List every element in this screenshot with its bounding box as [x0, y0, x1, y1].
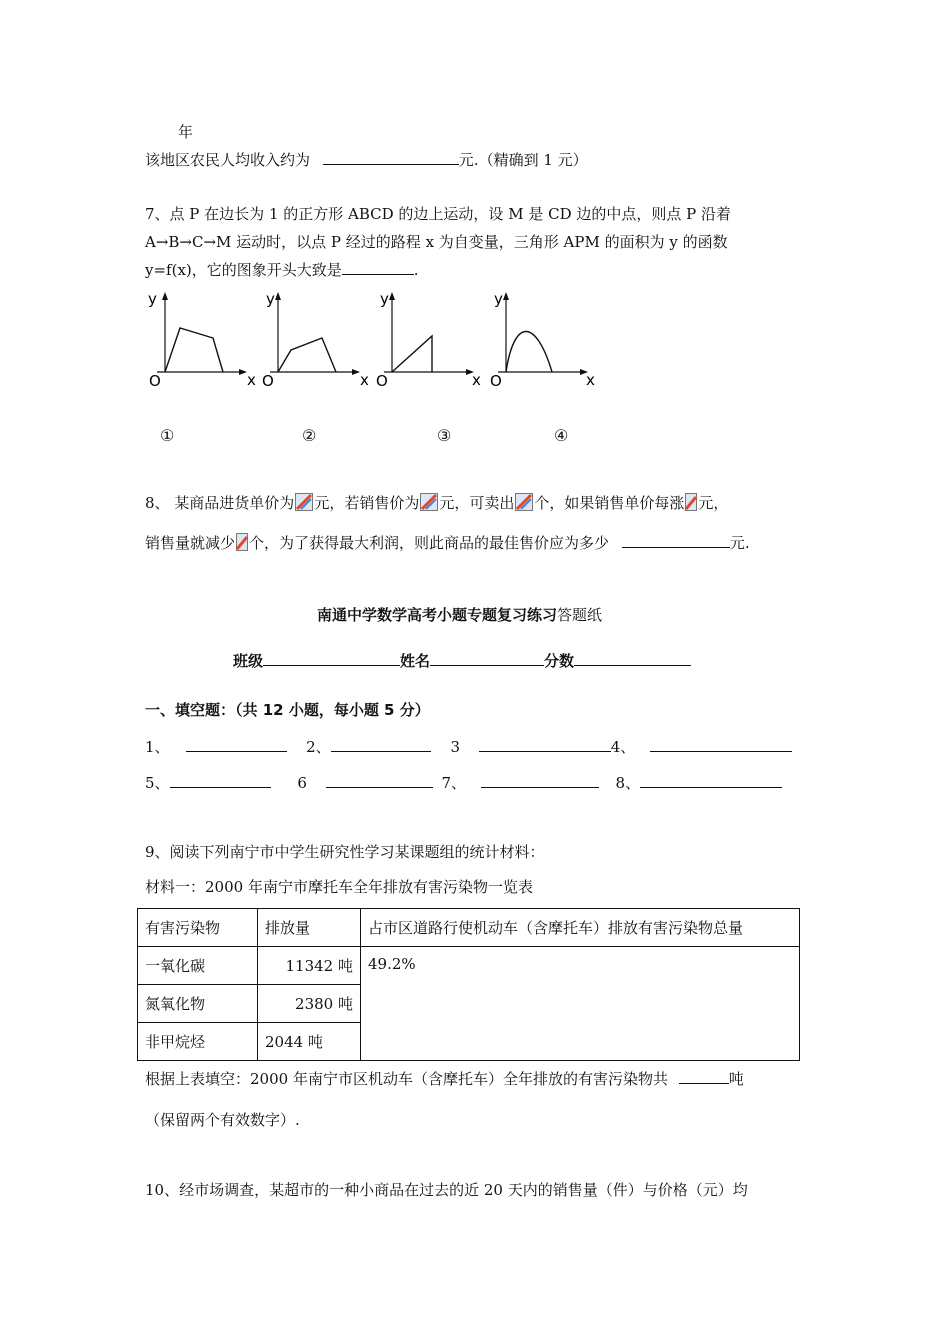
graph-3-curve — [392, 336, 432, 372]
answer-row-1 — [145, 737, 792, 757]
graph-4-x-label: x — [586, 371, 595, 388]
q9-answer-blank[interactable] — [679, 1069, 729, 1084]
q8-line2 — [145, 533, 750, 553]
q9-after2: （保留两个有效数字）. — [145, 1111, 300, 1129]
graph-1-curve — [165, 328, 223, 372]
answer-num: 8、 — [615, 774, 641, 792]
q8-text-4: 个，如果销售单价每涨 — [534, 494, 685, 512]
answer-num: 5、 — [145, 774, 170, 792]
q6-line2 — [145, 150, 588, 170]
graph-3-y-arrow — [389, 292, 395, 300]
class-field[interactable] — [263, 651, 400, 666]
q7-answer-blank[interactable] — [342, 260, 414, 275]
answer-blank-7[interactable] — [481, 773, 599, 788]
table-cell: 11342 吨 — [258, 947, 361, 985]
q6-line2-text: 该地区农民人均收入约为 — [145, 151, 311, 169]
graph-3-x-label: x — [472, 371, 481, 388]
q8-text-1: 8、 某商品进货单价为 — [145, 494, 295, 512]
graph-1-y-arrow — [162, 292, 168, 300]
answer-num: 4、 — [610, 738, 636, 756]
q8-line1 — [145, 493, 728, 513]
table-header-cell: 排放量 — [258, 909, 361, 947]
q8-text-3: 元，可卖出 — [439, 494, 515, 512]
q7-line2: A→B→C→M 运动时，以点 P 经过的路程 x 为自变量，三角形 APM 的面积为 y 的函数 — [145, 233, 728, 251]
name-field[interactable] — [430, 651, 544, 666]
class-label: 班级 — [233, 652, 264, 670]
q8-text-6: 销售量就减少 — [145, 534, 236, 552]
answer-blank-5[interactable] — [170, 773, 271, 788]
q8-answer-blank[interactable] — [622, 533, 730, 548]
answer-blank-3[interactable] — [479, 737, 611, 752]
q9-after1 — [145, 1069, 744, 1089]
graph-1-y-label: y — [148, 290, 157, 308]
section-heading: 一、填空题：（共 12 小题，每小题 5 分） — [145, 701, 430, 719]
graph-label-2: ② — [302, 426, 317, 445]
graph-4-y-arrow — [503, 292, 509, 300]
table-cell: 2044 吨 — [258, 1023, 361, 1061]
table-row — [138, 947, 800, 985]
answer-blank-2[interactable] — [331, 737, 431, 752]
broken-image-icon — [420, 493, 438, 511]
answer-num: 7、 — [441, 774, 466, 792]
graph-1-origin: O — [149, 372, 161, 388]
graph-4-y-label: y — [494, 290, 503, 308]
graph-2-origin: O — [262, 372, 274, 388]
broken-image-icon — [295, 493, 313, 511]
answer-num: 6 — [297, 774, 307, 792]
student-info-row — [233, 651, 691, 671]
q7-line1: 7、点 P 在边长为 1 的正方形 ABCD 的边上运动，设 M 是 CD 边的中点，则点 P 沿着 — [145, 205, 731, 223]
table-cell: 49.2% — [361, 947, 800, 1061]
q8-text-2: 元，若销售价为 — [314, 494, 420, 512]
q6-line1: 年 — [178, 123, 194, 141]
graph-2 — [258, 288, 373, 388]
answer-num: 1、 — [145, 738, 170, 756]
answer-blank-6[interactable] — [326, 773, 433, 788]
q7-line3-end: . — [413, 261, 419, 279]
q8-text-8: 元. — [729, 534, 750, 552]
broken-image-icon — [515, 493, 533, 511]
q9-intro: 9、阅读下列南宁市中学生研究性学习某课题组的统计材料： — [145, 843, 545, 861]
q7-line3 — [145, 260, 419, 280]
graph-3-y-label: y — [380, 290, 389, 308]
table-header-row — [138, 909, 800, 947]
graph-4-curve — [506, 332, 552, 373]
pollutant-table — [137, 908, 800, 1061]
q6-line2-end: 元.（精确到 1 元） — [458, 151, 588, 169]
name-label: 姓名 — [400, 652, 431, 670]
graph-label-1: ① — [160, 426, 175, 445]
table-cell: 氮氧化物 — [138, 985, 258, 1023]
table-header-cell: 有害污染物 — [138, 909, 258, 947]
q7-line3-text: y=f(x)，它的图象开头大致是 — [145, 261, 342, 279]
answer-sheet-title-bold: 南通中学数学高考小题专题复习练习 — [317, 606, 558, 624]
graph-2-y-label: y — [266, 290, 275, 308]
graph-3 — [372, 288, 487, 388]
graph-1-x-label: x — [247, 371, 256, 388]
answer-num: 3 — [450, 738, 460, 756]
table-cell: 2380 吨 — [258, 985, 361, 1023]
graph-4 — [486, 288, 601, 388]
answer-row-2 — [145, 773, 782, 793]
graph-2-y-arrow — [275, 292, 281, 300]
graph-label-3: ③ — [437, 426, 452, 445]
score-label: 分数 — [544, 652, 575, 670]
score-field[interactable] — [574, 651, 691, 666]
table-cell: 一氧化碳 — [138, 947, 258, 985]
q9-after1-text: 根据上表填空：2000 年南宁市区机动车（含摩托车）全年排放的有害污染物共 — [145, 1070, 668, 1088]
graph-2-curve — [278, 338, 336, 372]
graph-1 — [145, 288, 260, 388]
q8-text-5: 元， — [698, 494, 729, 512]
answer-num: 2、 — [306, 738, 331, 756]
answer-blank-4[interactable] — [650, 737, 792, 752]
graph-4-origin: O — [490, 372, 502, 388]
answer-blank-8[interactable] — [640, 773, 782, 788]
broken-image-icon — [236, 533, 248, 551]
broken-image-icon — [685, 493, 697, 511]
graph-label-4: ④ — [554, 426, 569, 445]
q8-text-7: 个，为了获得最大利润，则此商品的最佳售价应为多少 — [249, 534, 610, 552]
q9-material: 材料一：2000 年南宁市摩托车全年排放有害污染物一览表 — [145, 878, 533, 896]
graph-3-origin: O — [376, 372, 388, 388]
q9-after1-end: 吨 — [728, 1070, 744, 1088]
q6-answer-blank[interactable] — [323, 150, 459, 165]
table-cell: 非甲烷烃 — [138, 1023, 258, 1061]
answer-blank-1[interactable] — [186, 737, 287, 752]
graph-1-x-arrow — [239, 369, 247, 375]
graph-2-x-label: x — [360, 371, 369, 388]
table-header-cell: 占市区道路行使机动车（含摩托车）排放有害污染物总量 — [361, 909, 800, 947]
answer-sheet-title-normal: 答题纸 — [557, 606, 603, 624]
answer-sheet-title — [317, 605, 602, 625]
q10-line1: 10、经市场调查，某超市的一种小商品在过去的近 20 天内的销售量（件）与价格（元）均 — [145, 1181, 748, 1199]
graph-2-x-arrow — [352, 369, 360, 375]
